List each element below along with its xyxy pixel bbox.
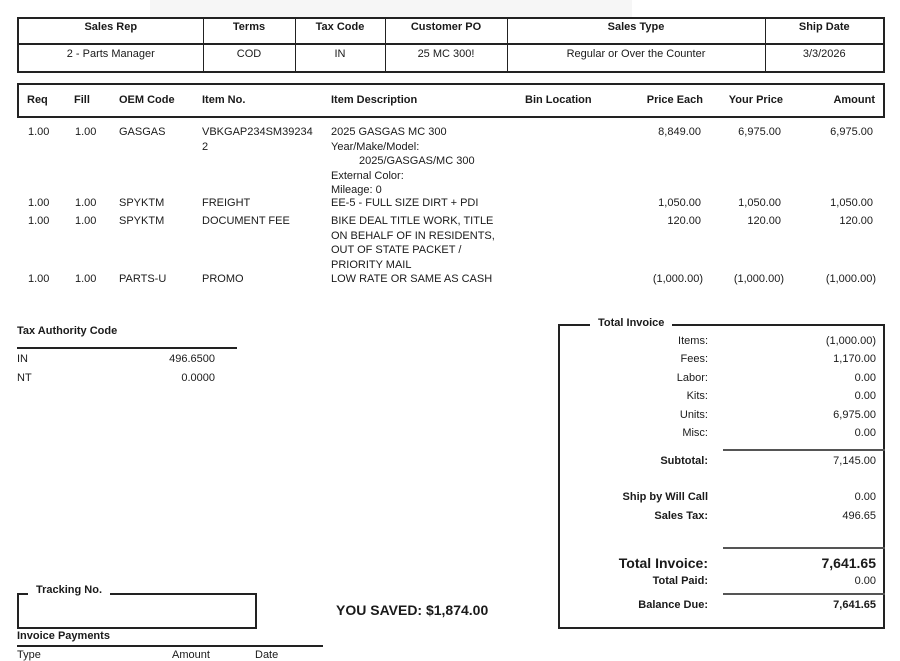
desc-line: ON BEHALF OF IN RESIDENTS, bbox=[331, 229, 495, 242]
amount-value: 6,975.00 bbox=[830, 126, 873, 138]
tracking-number-box bbox=[17, 593, 257, 629]
col-amount: Amount bbox=[833, 94, 875, 106]
invoice-payments-title: Invoice Payments bbox=[17, 630, 110, 642]
total-divider bbox=[723, 547, 885, 549]
your-price-value: (1,000.00) bbox=[733, 273, 784, 285]
fees-label: Fees: bbox=[680, 353, 708, 365]
fill-value: 1.00 bbox=[75, 215, 97, 227]
invoice-payments-divider bbox=[17, 645, 323, 647]
item-no-value: DOCUMENT FEE bbox=[202, 215, 290, 227]
items-label: Items: bbox=[678, 335, 708, 347]
terms-header: Terms bbox=[203, 18, 295, 44]
sales-type-value: Regular or Over the Counter bbox=[507, 44, 765, 72]
units-label: Units: bbox=[679, 409, 708, 421]
items-value: (1,000.00) bbox=[825, 335, 876, 347]
total-invoice-box bbox=[558, 324, 885, 629]
you-saved-text: YOU SAVED: $1,874.00 bbox=[336, 602, 489, 618]
fees-value: 1,170.00 bbox=[833, 353, 876, 365]
req-value: 1.00 bbox=[28, 197, 50, 209]
desc-line: External Color: bbox=[331, 169, 404, 182]
col-req: Req bbox=[27, 94, 48, 106]
ship-date-header: Ship Date bbox=[765, 18, 884, 44]
sales-rep-header: Sales Rep bbox=[18, 18, 203, 44]
tax-amount: 496.6500 bbox=[169, 353, 215, 365]
tax-authority-title: Tax Authority Code bbox=[17, 325, 118, 337]
col-bin-location: Bin Location bbox=[525, 94, 592, 106]
item-description bbox=[331, 196, 511, 211]
item-description bbox=[331, 214, 511, 272]
price-each-value: 8,849.00 bbox=[658, 126, 701, 138]
ship-will-call-value: 0.00 bbox=[854, 491, 876, 503]
subtotal-value: 7,145.00 bbox=[833, 455, 876, 467]
total-paid-label: Total Paid: bbox=[652, 575, 708, 587]
page-top-shade bbox=[150, 0, 632, 17]
desc-line: BIKE DEAL TITLE WORK, TITLE bbox=[331, 215, 494, 227]
sales-tax-label: Sales Tax: bbox=[654, 510, 708, 522]
col-your-price: Your Price bbox=[728, 94, 783, 106]
customer-po-header: Customer PO bbox=[385, 18, 507, 44]
total-invoice-value: 7,641.65 bbox=[821, 555, 876, 571]
oem-code-value: SPYKTM bbox=[119, 215, 165, 227]
tax-code: NT bbox=[17, 372, 32, 384]
amount-value: 1,050.00 bbox=[830, 197, 873, 209]
customer-po-value: 25 MC 300! bbox=[385, 44, 507, 72]
item-description bbox=[331, 272, 511, 287]
req-value: 1.00 bbox=[28, 273, 50, 285]
header-labels-row bbox=[18, 18, 884, 44]
amount-value: 120.00 bbox=[839, 215, 873, 227]
total-invoice-legend: Total Invoice bbox=[590, 317, 672, 329]
tax-authority-row bbox=[17, 353, 215, 365]
item-no-value: FREIGHT bbox=[202, 197, 251, 209]
units-value: 6,975.00 bbox=[833, 409, 876, 421]
desc-line: 2025/GASGAS/MC 300 bbox=[359, 155, 475, 167]
col-price-each: Price Each bbox=[646, 94, 703, 106]
your-price-value: 1,050.00 bbox=[738, 197, 781, 209]
invoice-header-table bbox=[17, 17, 885, 73]
col-item-description: Item Description bbox=[331, 94, 418, 106]
misc-label: Misc: bbox=[682, 427, 708, 439]
amount-value: (1,000.00) bbox=[825, 273, 876, 285]
header-values-row bbox=[18, 44, 884, 72]
item-no-value bbox=[202, 125, 313, 154]
total-invoice-label: Total Invoice: bbox=[618, 555, 708, 571]
req-value: 1.00 bbox=[28, 215, 50, 227]
payments-col-amount: Amount bbox=[172, 649, 210, 661]
tax-code-header: Tax Code bbox=[295, 18, 385, 44]
desc-line: EE-5 - FULL SIZE DIRT + PDI bbox=[331, 197, 479, 209]
tax-code-value: IN bbox=[295, 44, 385, 72]
fill-value: 1.00 bbox=[75, 197, 97, 209]
col-item-no: Item No. bbox=[202, 94, 246, 106]
item-no-line: 2 bbox=[202, 140, 209, 153]
subtotal-label: Subtotal: bbox=[660, 455, 708, 467]
item-no-line: VBKGAP234SM39234 bbox=[202, 126, 313, 138]
your-price-value: 120.00 bbox=[747, 215, 781, 227]
item-no-value: PROMO bbox=[202, 273, 244, 285]
terms-value: COD bbox=[203, 44, 295, 72]
sales-type-header: Sales Type bbox=[507, 18, 765, 44]
oem-code-value: SPYKTM bbox=[119, 197, 165, 209]
tax-authority-row bbox=[17, 372, 215, 384]
col-oem-code: OEM Code bbox=[119, 94, 175, 106]
misc-value: 0.00 bbox=[854, 427, 876, 439]
line-items-header bbox=[17, 83, 885, 118]
desc-line: OUT OF STATE PACKET / bbox=[331, 244, 462, 256]
desc-line: Mileage: 0 bbox=[331, 184, 382, 196]
req-value: 1.00 bbox=[28, 126, 50, 138]
tax-authority-divider bbox=[17, 347, 237, 349]
balance-due-label: Balance Due: bbox=[638, 599, 708, 611]
tax-amount: 0.0000 bbox=[181, 372, 215, 384]
ship-will-call-label: Ship by Will Call bbox=[622, 491, 708, 503]
price-each-value: 1,050.00 bbox=[658, 197, 701, 209]
kits-value: 0.00 bbox=[854, 390, 876, 402]
fill-value: 1.00 bbox=[75, 126, 97, 138]
your-price-value: 6,975.00 bbox=[738, 126, 781, 138]
total-paid-value: 0.00 bbox=[854, 575, 876, 587]
oem-code-value: PARTS-U bbox=[119, 273, 167, 285]
fill-value: 1.00 bbox=[75, 273, 97, 285]
tracking-number-legend: Tracking No. bbox=[28, 584, 110, 596]
labor-value: 0.00 bbox=[854, 372, 876, 384]
payments-col-date: Date bbox=[255, 649, 279, 661]
desc-line: 2025 GASGAS MC 300 bbox=[331, 126, 447, 138]
balance-due-value: 7,641.65 bbox=[833, 599, 876, 611]
oem-code-value: GASGAS bbox=[119, 126, 166, 138]
ship-date-value: 3/3/2026 bbox=[765, 44, 884, 72]
desc-line: Year/Make/Model: bbox=[331, 140, 420, 153]
subtotal-divider bbox=[723, 449, 885, 451]
item-description bbox=[331, 125, 511, 198]
sales-rep-value: 2 - Parts Manager bbox=[66, 48, 155, 60]
sales-tax-value: 496.65 bbox=[842, 510, 876, 522]
desc-line: LOW RATE OR SAME AS CASH bbox=[331, 273, 493, 285]
col-fill: Fill bbox=[74, 94, 90, 106]
tax-code: IN bbox=[17, 353, 28, 365]
desc-line: PRIORITY MAIL bbox=[331, 258, 412, 271]
price-each-value: 120.00 bbox=[667, 215, 701, 227]
balance-divider bbox=[723, 593, 885, 595]
kits-label: Kits: bbox=[686, 390, 708, 402]
price-each-value: (1,000.00) bbox=[652, 273, 703, 285]
labor-label: Labor: bbox=[676, 372, 708, 384]
payments-col-type: Type bbox=[17, 649, 41, 661]
